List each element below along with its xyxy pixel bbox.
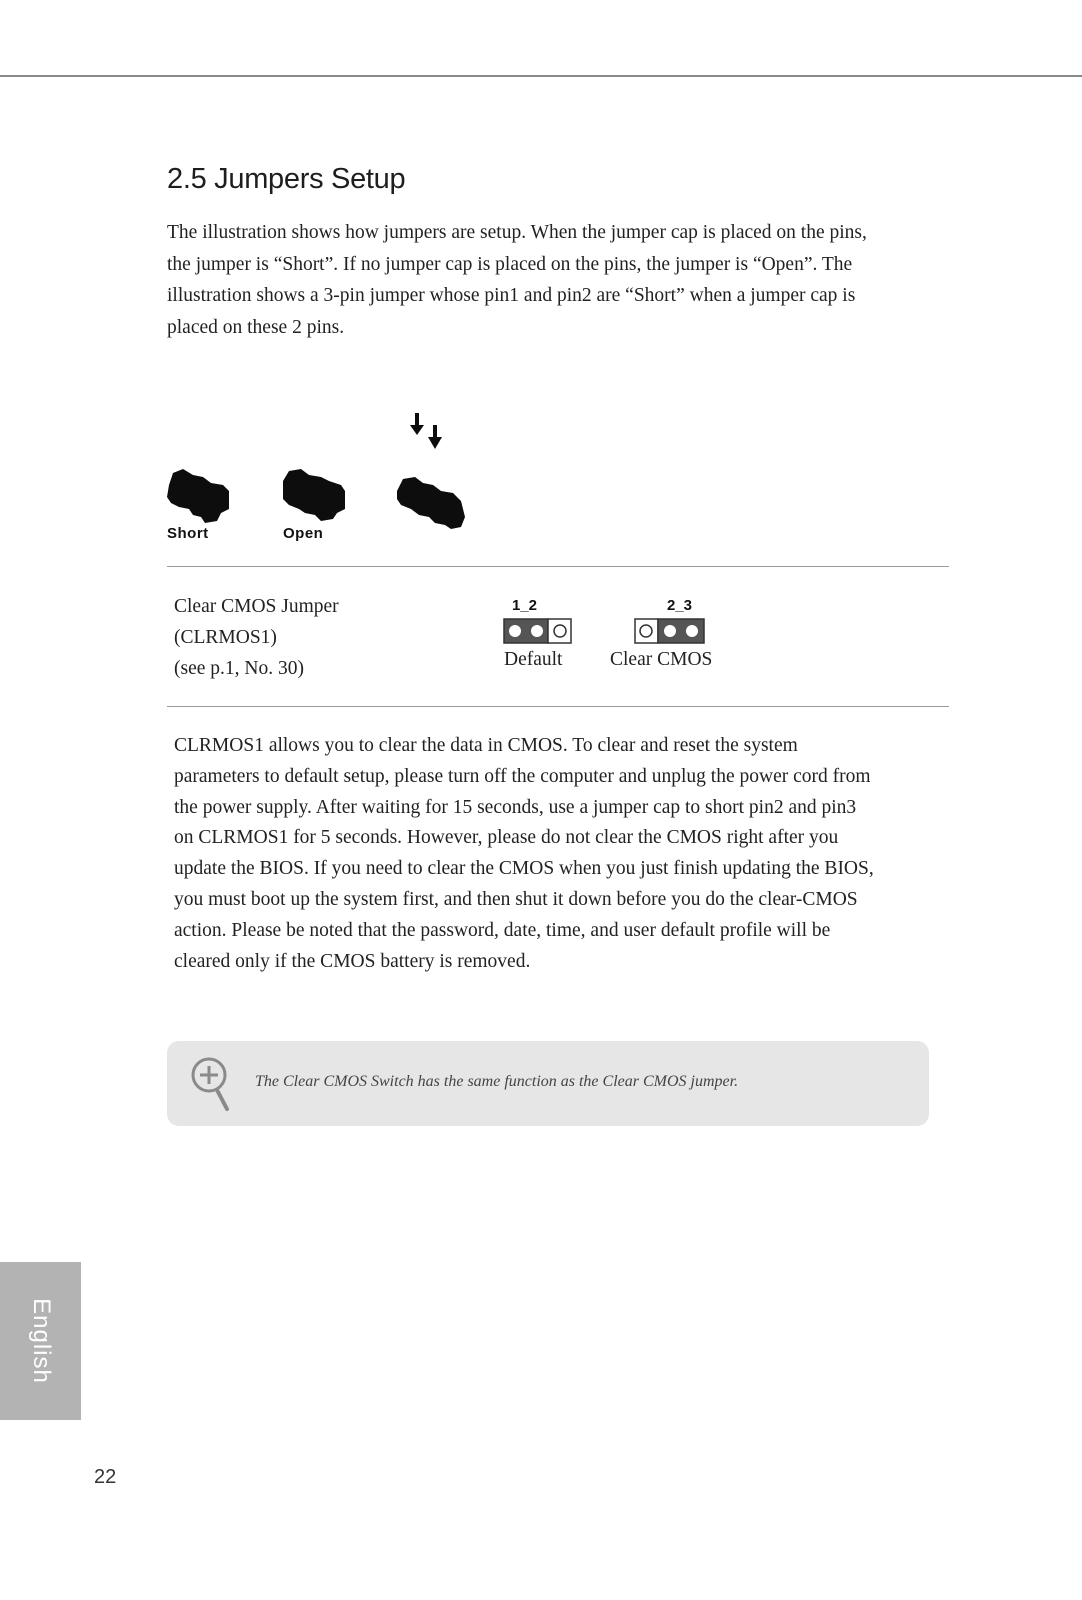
short-label: Short	[167, 525, 209, 542]
jumper-name-block	[174, 591, 474, 684]
pin-diagram-1-2	[503, 618, 573, 644]
table-bottom-rule	[167, 706, 949, 707]
arrow-down-icon	[410, 413, 442, 449]
pin-diagram-2-3	[634, 618, 706, 644]
open-label: Open	[283, 525, 324, 542]
table-top-rule	[167, 566, 949, 567]
language-side-tab	[0, 1262, 81, 1420]
jumper-reference-line: (see p.1, No. 30)	[174, 658, 304, 679]
three-pin-jumper-graphic	[397, 477, 465, 529]
open-jumper-graphic	[283, 469, 345, 521]
note-text: The Clear CMOS Switch has the same function as the Clear CMOS jumper.	[255, 1073, 739, 1090]
magnifier-plus-icon	[189, 1055, 233, 1113]
default-setting-label: Default	[504, 649, 563, 670]
clrmos-description: CLRMOS1 allows you to clear the data in CMOS. To clear and reset the system parameters to default setup, please turn off the computer and unplug the power cord from the power supply. After waiting for 15 seconds, use a jumper cap to short pin2 and pin3 on CLRMOS1 for 5 seconds. However, please do not clear the CMOS right after you update the BIOS. If you need to clear the CMOS when you just finish updating the BIOS, you must boot up the system first, and then shut it down before you do the clear-CMOS action. Please be noted that the password, date, time, and user default profile will be cleared only if the CMOS battery is removed.	[174, 735, 874, 972]
jumper-id-line: (CLRMOS1)	[174, 627, 277, 648]
intro-paragraph: The illustration shows how jumpers are setup. When the jumper cap is placed on the pins, the jumper is “Short”. If no jumper cap is placed on the pins, the jumper is “Open”. The illustration shows a 3-pin jumper whose pin1 and pin2 are “Short” when a jumper cap is placed on these 2 pins.	[167, 222, 867, 338]
jumper-cap-drawings	[165, 405, 475, 545]
note-box	[167, 1041, 929, 1126]
section-title: 2.5 Jumpers Setup	[167, 163, 406, 195]
jumper-name-line: Clear CMOS Jumper	[174, 596, 339, 617]
jumper-illustration	[165, 405, 475, 550]
language-label: English	[27, 1298, 55, 1384]
clear-cmos-setting-label: Clear CMOS	[610, 649, 713, 670]
header-rule	[0, 75, 1082, 77]
page-number: 22	[94, 1466, 117, 1488]
pins-2-3-label: 2_3	[667, 597, 693, 614]
short-jumper-graphic	[167, 469, 229, 523]
pins-1-2-label: 1_2	[512, 597, 538, 614]
